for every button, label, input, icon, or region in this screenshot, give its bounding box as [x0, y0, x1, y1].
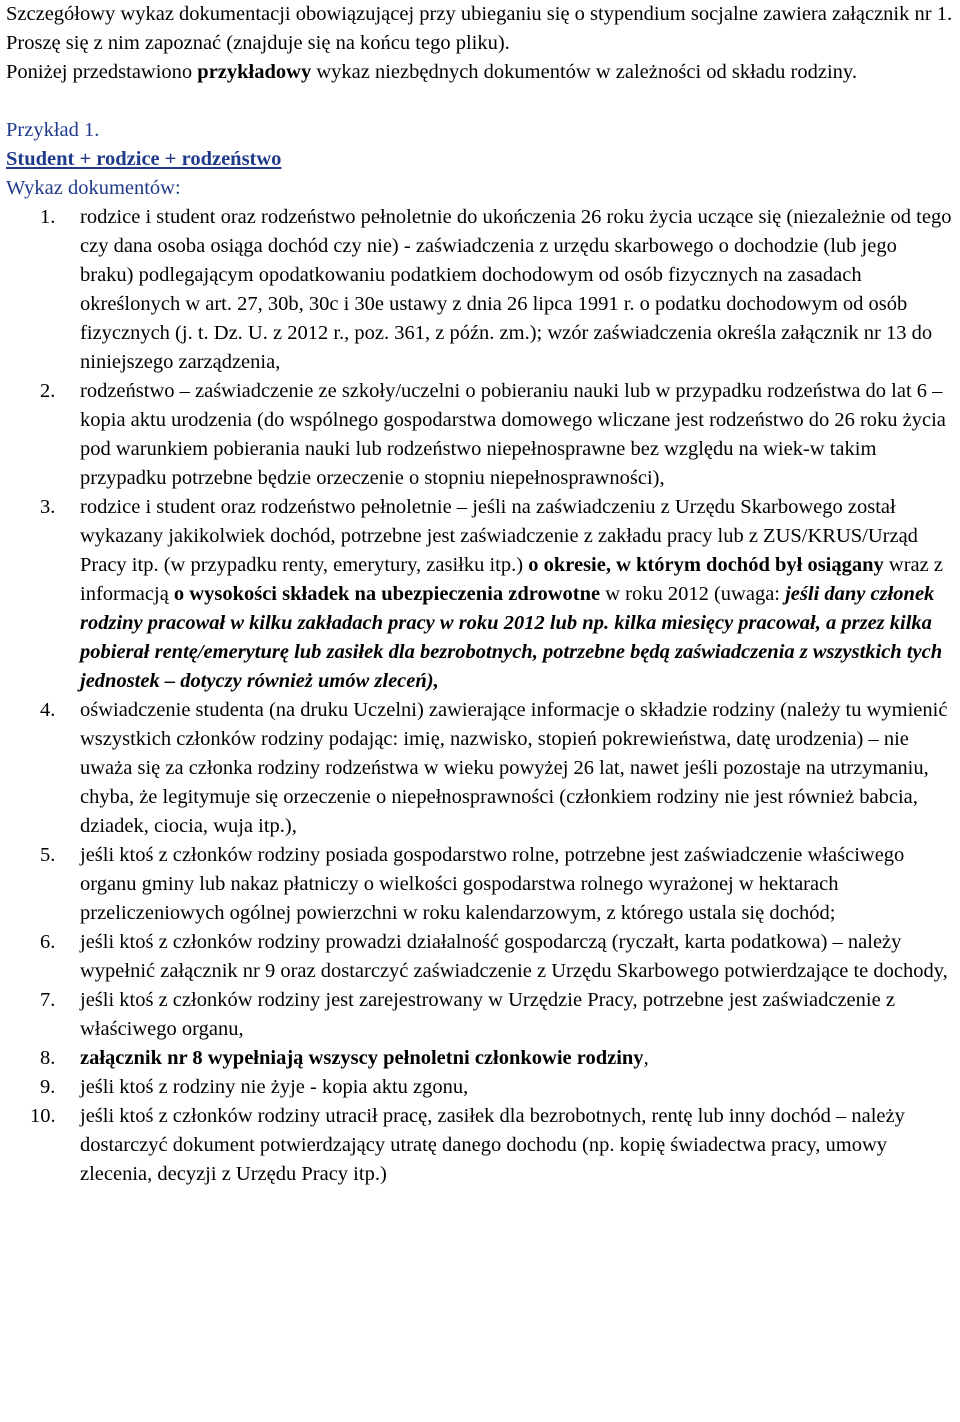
intro-text-b: wykaz niezbędnych dokumentów w zależności od składu rodziny.: [311, 61, 857, 83]
intro-paragraph-1: Szczegółowy wykaz dokumentacji obowiązującej przy ubieganiu się o stypendium socjalne zawiera załącznik nr 1. Proszę się z nim zapoznać (znajduje się na końcu tego pliku).: [6, 3, 953, 54]
list-item: [6, 986, 954, 1044]
list-item-text: rodzice i student oraz rodzeństwo pełnoletnie do ukończenia 26 roku życia uczące się (niezależnie od tego czy dana osoba osiąga dochód czy nie) - zaświadczenia z urzędu skarbowego o dochodzie (lub jego braku) podlegającym opodatkowaniu podatkiem dochodowym od osób fizycznych na zasadach określonych w art. 27, 30b, 30c i 30e ustawy z dnia 26 lipca 1991 r. o podatku dochodowym od osób fizycznych (j. t. Dz. U. z 2012 r., poz. 361, z późn. zm.); wzór zaświadczenia określa załącznik nr 13 do niniejszego zarządzenia,: [80, 206, 952, 373]
list-item: [6, 928, 954, 986]
list-item-text: jeśli ktoś z członków rodziny prowadzi działalność gospodarczą (ryczałt, karta podatkowa) – należy wypełnić załącznik nr 9 oraz dostarczyć zaświadczenie z Urzędu Skarbowego potwierdzające te dochody,: [80, 931, 948, 982]
list-item-text: jeśli ktoś z członków rodziny utracił pracę, zasiłek dla bezrobotnych, rentę lub inny dochód – należy dostarczyć dokument potwierdzający utratę danego dochodu (np. kopię świadectwa pracy, umowy zlecenia, decyzji z Urzędu Pracy itp.): [80, 1105, 905, 1185]
list-item-number: 7.: [40, 989, 56, 1011]
document-list: [6, 203, 954, 1189]
example-subtitle: Student + rodzice + rodzeństwo: [6, 148, 282, 170]
list-item-text: ,: [643, 1047, 649, 1069]
list-item: [6, 1073, 954, 1102]
example-title: Przykład 1.: [6, 119, 100, 141]
list-item-text: wraz z informacją: [80, 554, 943, 605]
list-item-number: 3.: [40, 496, 56, 518]
list-item-text: w roku 2012 (uwaga:: [600, 583, 786, 605]
list-item-number: 5.: [40, 844, 56, 866]
list-item-number: 4.: [40, 699, 56, 721]
list-item-bold-period: o okresie, w którym dochód był osiągany: [528, 554, 884, 576]
list-item: [6, 493, 954, 696]
list-item: [6, 1044, 954, 1073]
list-item-text: jeśli ktoś z członków rodziny posiada gospodarstwo rolne, potrzebne jest zaświadczenie właściwego organu gminy lub nakaz płatniczy o wielkości gospodarstwa rolnego wyrażonej w hektarach przeliczeniowych ogólnej powierzchni w roku kalendarzowym, z którego ustala się dochód;: [80, 844, 905, 924]
list-item: [6, 203, 954, 377]
document-list-heading: Wykaz dokumentów:: [6, 177, 181, 199]
list-item-number: 9.: [40, 1076, 56, 1098]
list-item-number: 1.: [40, 206, 56, 228]
list-item-bold-italic-note: jeśli dany członek rodziny pracował w kilku zakładach pracy w roku 2012 lub np. kilka miesięcy pracował, a przez kilka pobierał rentę/emeryturę lub zasiłek dla bezrobotnych, potrzebne będą zaświadczenia z wszystkich tych jednostek – dotyczy również umów zleceń),: [80, 583, 943, 692]
list-item-number: 8.: [40, 1047, 56, 1069]
list-item-number: 10.: [30, 1105, 56, 1127]
list-item-bold-text: załącznik nr 8 wypełniają wszyscy pełnoletni członkowie rodziny: [80, 1047, 644, 1069]
intro: [6, 0, 954, 87]
list-item-text: rodzice i student oraz rodzeństwo pełnoletnie – jeśli na zaświadczeniu z Urzędu Skarbowego został wykazany jakikolwiek dochód, potrzebne jest zaświadczenie z zakładu pracy lub z ZUS/KRUS/Urząd Pracy itp. (w przypadku renty, emerytury, zasiłku itp.): [80, 496, 918, 576]
list-item-text: oświadczenie studenta (na druku Uczelni) zawierające informacje o składzie rodziny (należy tu wymienić wszystkich członków rodziny podając: imię, nazwisko, stopień pokrewieństwa, datę urodzenia) – nie uważa się za członka rodziny rodzeństwa w wieku powyżej 26 lat, nawet jeśli pozostaje na utrzymaniu, chyba, że legitymuje się orzeczenie o niepełnosprawności (członkiem rodziny nie jest również babcia, dziadek, ciocia, wuja itp.),: [80, 699, 948, 837]
list-item-text: rodzeństwo – zaświadczenie ze szkoły/uczelni o pobieraniu nauki lub w przypadku rodzeństwa do lat 6 – kopia aktu urodzenia (do wspólnego gospodarstwa domowego wliczane jest rodzeństwo do 26 roku życia pod warunkiem pobierania nauki lub rodzeństwo niepełnosprawne bez względu na wiek-w takim przypadku potrzebne będzie orzeczenie o stopniu niepełnosprawności),: [80, 380, 946, 489]
list-item-number: 2.: [40, 380, 56, 402]
intro-text-a: Poniżej przedstawiono: [6, 61, 198, 83]
list-item: [6, 841, 954, 928]
list-item: [6, 1102, 954, 1189]
list-item-bold-contributions: o wysokości składek na ubezpieczenia zdrowotne: [173, 583, 601, 605]
list-item-text: jeśli ktoś z rodziny nie żyje - kopia aktu zgonu,: [80, 1076, 469, 1098]
list-item-number: 6.: [40, 931, 56, 953]
list-item-text: jeśli ktoś z członków rodziny jest zarejestrowany w Urzędzie Pracy, potrzebne jest zaświadczenie z właściwego organu,: [80, 989, 895, 1040]
intro-emphasis: przykładowy: [197, 61, 312, 83]
list-item: [6, 696, 954, 841]
intro-paragraph-2: [6, 58, 954, 87]
list-item: [6, 377, 954, 493]
